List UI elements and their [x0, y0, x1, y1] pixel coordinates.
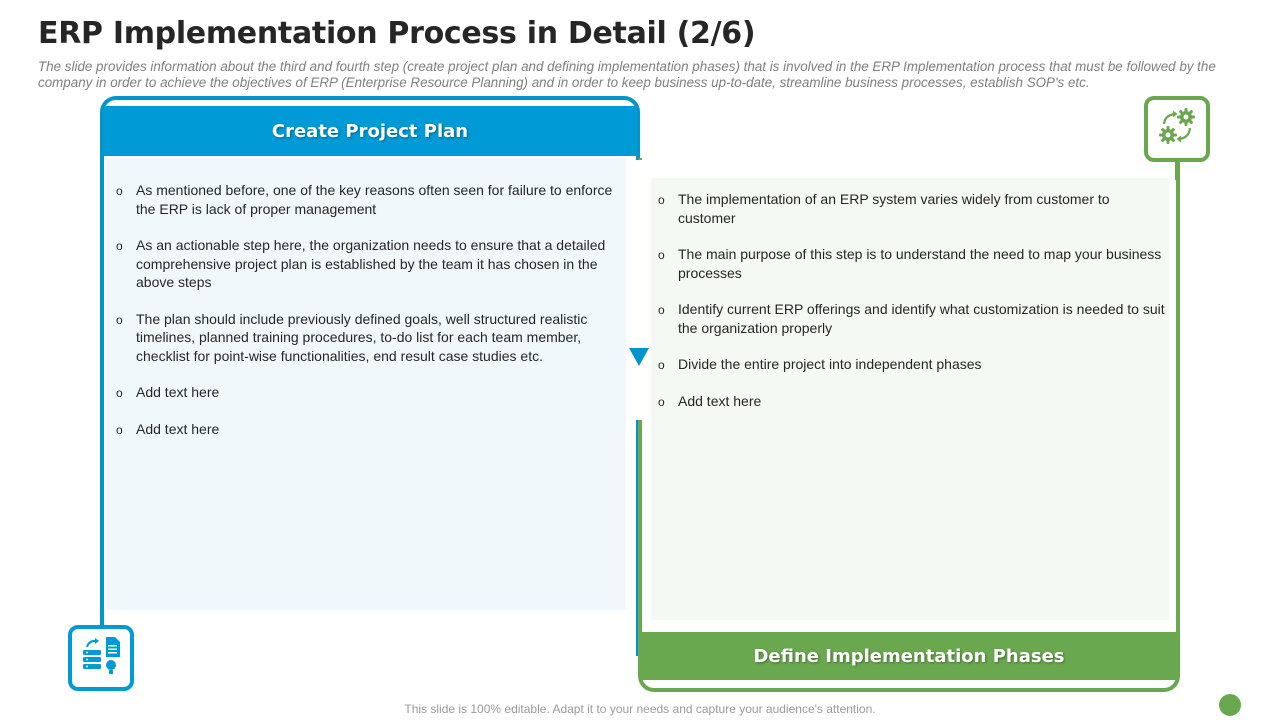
page-subtitle: The slide provides information about the third and fourth step (create project plan and defining implementation phases) that is involved in the ERP Implementation process that must be followed by the company in order to achieve the objectives of ERP (Enterprise Resource Planning) and in order to keep business up-to-date, streamline business processes, establish SOP's etc. [38, 59, 1216, 90]
list-item: o Identify current ERP offerings and identify what customization is needed to suit the organization properly [648, 300, 1170, 337]
create-project-plan-heading: Create Project Plan [103, 106, 637, 156]
gears-refresh-icon [1155, 105, 1199, 154]
define-phases-heading: Define Implementation Phases [642, 632, 1176, 680]
flow-arrow-down-icon [629, 348, 649, 366]
arrow-gap [626, 370, 646, 420]
corner-dot [1219, 694, 1241, 716]
list-item: o As mentioned before, one of the key reasons often seen for failure to enforce the ERP is lack of proper management [106, 181, 620, 218]
list-item: o Add text here [648, 392, 1170, 411]
list-item: o The main purpose of this step is to understand the need to map your business processes [648, 245, 1170, 282]
page-title: ERP Implementation Process in Detail (2/6) [38, 16, 756, 51]
server-document-idea-icon [79, 634, 123, 683]
list-item: o Divide the entire project into independent phases [648, 355, 1170, 374]
create-project-plan-list [106, 181, 620, 456]
footer-note: This slide is 100% editable. Adapt it to your needs and capture your audience's attention. [404, 702, 876, 716]
list-item: o The plan should include previously defined goals, well structured realistic timelines, planned training procedures, to-do list for each team member, checklist for point-wise functionalities, end result case studies etc. [106, 310, 620, 366]
project-plan-icon-box [68, 625, 134, 691]
list-item: o As an actionable step here, the organization needs to ensure that a detailed comprehensive project plan is established by the team it has chosen in the above steps [106, 236, 620, 292]
implementation-phases-icon-box [1144, 96, 1210, 162]
define-phases-connector [1175, 160, 1179, 180]
list-item: o The implementation of an ERP system varies widely from customer to customer [648, 190, 1170, 227]
list-item: o Add text here [106, 383, 620, 402]
define-phases-list [648, 190, 1170, 428]
list-item: o Add text here [106, 420, 620, 439]
